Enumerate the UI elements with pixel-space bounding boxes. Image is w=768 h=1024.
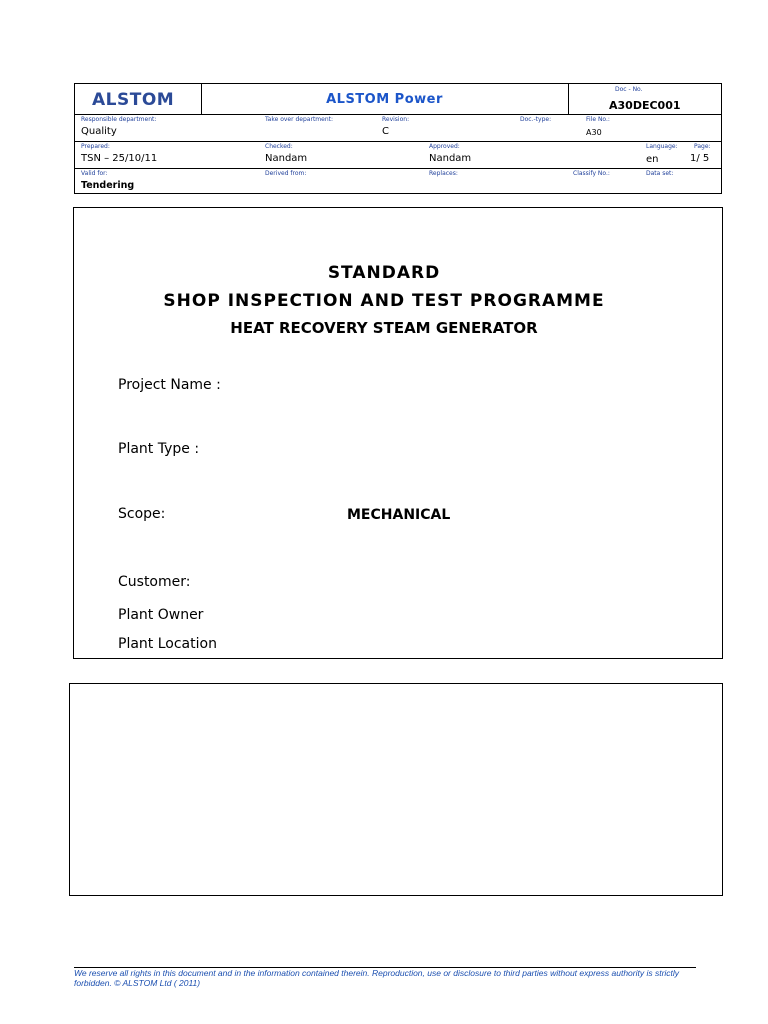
take-over-department-label: Take over department: — [265, 116, 334, 123]
page-label: Page: — [694, 143, 711, 150]
checked-value: Nandam — [265, 153, 308, 164]
classify-no-label: Classify No.: — [573, 170, 610, 177]
prepared-label: Prepared: — [81, 143, 110, 150]
language-value: en — [646, 154, 659, 165]
brand-title: ALSTOM Power — [326, 92, 443, 107]
logo-text: ALSTOM — [92, 90, 175, 110]
title-standard: STANDARD — [327, 263, 441, 283]
title-programme: SHOP INSPECTION AND TEST PROGRAMME — [163, 291, 605, 311]
language-label: Language: — [646, 143, 678, 150]
scope-value: MECHANICAL — [347, 507, 451, 523]
divider — [75, 168, 721, 169]
title-subject: HEAT RECOVERY STEAM GENERATOR — [230, 319, 538, 337]
responsible-department-label: Responsible department: — [81, 116, 157, 123]
approved-label: Approved: — [429, 143, 460, 150]
doc-no-value: A30DEC001 — [609, 99, 681, 112]
data-set-label: Data set: — [646, 170, 674, 177]
revision-value: C — [382, 126, 389, 137]
doc-no-label: Doc - No. — [615, 86, 643, 93]
prepared-value: TSN – 25/10/11 — [81, 153, 158, 164]
valid-for-value: Tendering — [81, 180, 135, 191]
plant-owner-label: Plant Owner — [118, 607, 204, 623]
revision-label: Revision: — [382, 116, 410, 123]
project-name-label: Project Name : — [118, 377, 221, 393]
divider — [75, 141, 721, 142]
checked-label: Checked: — [265, 143, 293, 150]
file-no-label: File No.: — [586, 116, 610, 123]
approved-value: Nandam — [429, 153, 472, 164]
page-value: 1/ 5 — [690, 153, 710, 164]
derived-from-label: Derived from: — [265, 170, 307, 177]
replaces-label: Replaces: — [429, 170, 458, 177]
responsible-department-value: Quality — [81, 126, 117, 137]
scope-label: Scope: — [118, 506, 166, 522]
divider — [75, 114, 721, 115]
plant-type-label: Plant Type : — [118, 441, 200, 457]
doc-type-label: Doc.-type: — [520, 116, 552, 123]
valid-for-label: Valid for: — [81, 170, 108, 177]
file-no-value: A30 — [586, 128, 602, 137]
document-header-table — [74, 83, 722, 194]
customer-label: Customer: — [118, 574, 191, 590]
plant-location-label: Plant Location — [118, 636, 217, 652]
copyright-notice: We reserve all rights in this document and in the information contained therein. Reproduction, use or disclosure to third parties without express authority is strictly forbidden. © ALSTOM Ltd ( 2011) — [74, 968, 680, 988]
alstom-logo — [92, 90, 174, 110]
notes-box — [69, 683, 723, 896]
divider — [568, 84, 569, 114]
